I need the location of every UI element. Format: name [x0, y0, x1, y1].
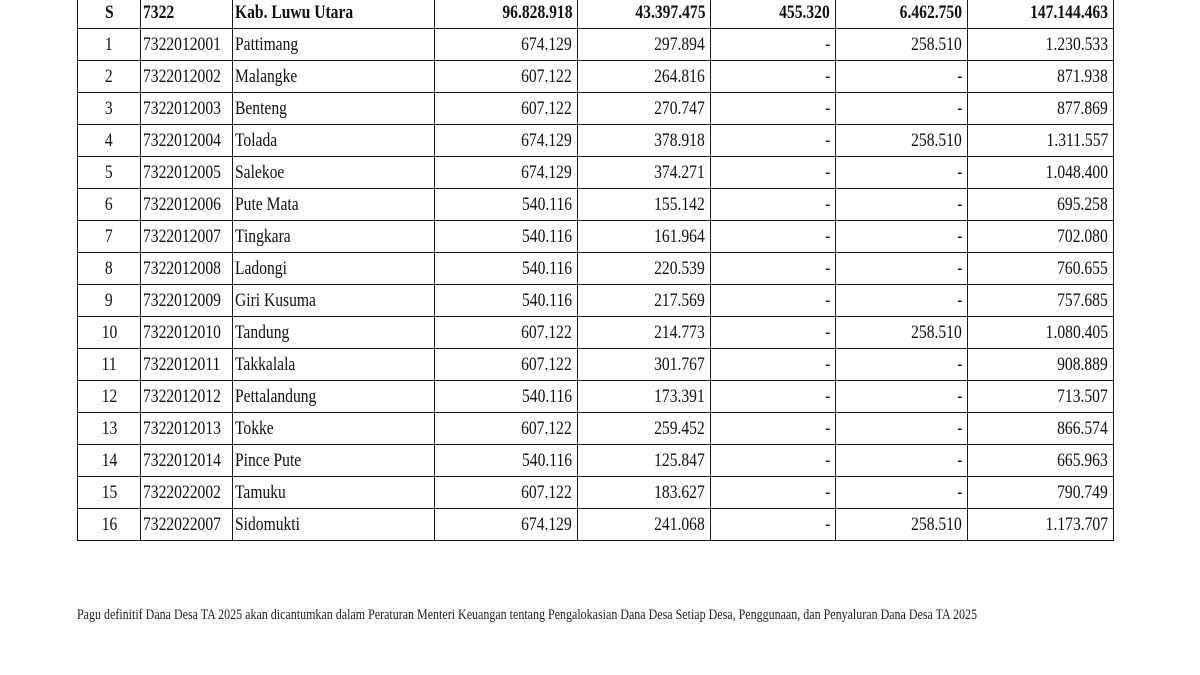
row-village-name-text: Ladongi	[235, 258, 287, 279]
summary-name-text: Kab. Luwu Utara	[235, 1, 354, 23]
row-col4	[836, 157, 968, 189]
row-total	[968, 413, 1114, 445]
row-village-name-text: Sidomukti	[235, 514, 300, 535]
row-code-text: 7322012003	[143, 98, 221, 119]
row-col3	[711, 477, 836, 509]
row-col1	[435, 61, 578, 93]
row-no-text: 4	[105, 130, 113, 151]
row-code-text: 7322022007	[143, 514, 221, 535]
row-col3	[711, 29, 836, 61]
table-row	[78, 125, 1114, 157]
row-col1-text: 607.122	[521, 66, 572, 87]
row-col1-text: 674.129	[521, 162, 572, 183]
row-col2	[578, 477, 711, 509]
row-no-text: 2	[105, 66, 113, 87]
row-col1-text: 540.116	[521, 194, 572, 215]
row-total-text: 665.963	[1057, 450, 1108, 471]
row-col1	[435, 253, 578, 285]
table-row	[78, 285, 1114, 317]
row-col2	[578, 413, 711, 445]
row-col1-text: 540.116	[521, 290, 572, 311]
row-col1	[435, 221, 578, 253]
footnote: Pagu definitif Dana Desa TA 2025 akan dicantumkan dalam Peraturan Menteri Keuangan tentang Pengalokasian Dana Desa Setiap Desa, Penggunaan, dan Penyaluran Dana Desa TA 2025	[77, 607, 978, 623]
row-total-text: 871.938	[1057, 66, 1108, 87]
row-no-text: 12	[101, 386, 117, 407]
row-col2-text: 161.964	[654, 226, 705, 247]
summary-col3	[711, 0, 836, 29]
row-village-name	[233, 413, 435, 445]
row-col4	[836, 285, 968, 317]
row-col3	[711, 413, 836, 445]
row-col1-text: 540.116	[521, 258, 572, 279]
row-col2-text: 241.068	[654, 514, 705, 535]
row-total-text: 713.507	[1057, 386, 1108, 407]
row-code	[141, 509, 233, 541]
dana-desa-table	[77, 0, 1114, 541]
summary-col4	[836, 0, 968, 29]
row-col4-text: 258.510	[911, 514, 962, 535]
summary-name	[233, 0, 435, 29]
row-col1-text: 540.116	[521, 386, 572, 407]
row-col4-text: -	[956, 290, 962, 311]
row-col3	[711, 93, 836, 125]
row-code	[141, 93, 233, 125]
row-no	[78, 285, 141, 317]
row-no-text: 11	[101, 354, 117, 375]
row-village-name-text: Malangke	[235, 66, 298, 87]
row-col4	[836, 221, 968, 253]
row-total	[968, 221, 1114, 253]
row-code	[141, 61, 233, 93]
row-col2	[578, 189, 711, 221]
row-col3-text: -	[824, 290, 830, 311]
row-village-name-text: Giri Kusuma	[235, 290, 316, 311]
row-village-name-text: Tamuku	[235, 482, 286, 503]
row-code	[141, 477, 233, 509]
row-col1	[435, 29, 578, 61]
table-row	[78, 189, 1114, 221]
row-col2-text: 374.271	[654, 162, 705, 183]
row-village-name	[233, 125, 435, 157]
table-row	[78, 445, 1114, 477]
row-total	[968, 93, 1114, 125]
row-no-text: 1	[105, 34, 113, 55]
row-col2	[578, 317, 711, 349]
row-col1-text: 674.129	[521, 34, 572, 55]
row-col2	[578, 253, 711, 285]
row-col2	[578, 29, 711, 61]
summary-col1-text: 96.828.918	[501, 1, 572, 23]
row-col4	[836, 125, 968, 157]
row-total	[968, 157, 1114, 189]
row-code	[141, 189, 233, 221]
row-col2	[578, 445, 711, 477]
row-no-text: 3	[105, 98, 113, 119]
row-total	[968, 253, 1114, 285]
row-code	[141, 285, 233, 317]
row-col2-text: 183.627	[654, 482, 705, 503]
row-village-name	[233, 189, 435, 221]
row-code	[141, 445, 233, 477]
row-col1-text: 674.129	[521, 514, 572, 535]
row-col4	[836, 317, 968, 349]
summary-row	[78, 0, 1114, 29]
row-no	[78, 125, 141, 157]
row-col4	[836, 349, 968, 381]
row-col2-text: 220.539	[654, 258, 705, 279]
row-col3-text: -	[824, 98, 830, 119]
row-col3-text: -	[824, 130, 830, 151]
row-col3	[711, 189, 836, 221]
row-no	[78, 477, 141, 509]
row-no-text: 7	[105, 226, 113, 247]
row-col4-text: -	[956, 482, 962, 503]
summary-no	[78, 0, 141, 29]
row-total-text: 866.574	[1057, 418, 1108, 439]
row-village-name-text: Pattimang	[235, 34, 299, 55]
row-no	[78, 317, 141, 349]
row-code-text: 7322012001	[143, 34, 221, 55]
row-col3	[711, 125, 836, 157]
row-no	[78, 413, 141, 445]
row-no	[78, 189, 141, 221]
row-village-name-text: Tingkara	[235, 226, 291, 247]
row-col2	[578, 509, 711, 541]
summary-code	[141, 0, 233, 29]
row-total-text: 757.685	[1057, 290, 1108, 311]
row-village-name	[233, 445, 435, 477]
row-total-text: 702.080	[1057, 226, 1108, 247]
row-col3	[711, 61, 836, 93]
row-total-text: 1.048.400	[1045, 162, 1108, 183]
row-col3-text: -	[824, 322, 830, 343]
row-village-name	[233, 93, 435, 125]
row-col3	[711, 221, 836, 253]
row-col3	[711, 253, 836, 285]
row-col4-text: -	[956, 450, 962, 471]
row-no-text: 14	[101, 450, 117, 471]
row-col4	[836, 381, 968, 413]
row-col3-text: -	[824, 34, 830, 55]
row-code-text: 7322012004	[143, 130, 221, 151]
summary-no-text: S	[104, 1, 114, 23]
row-total	[968, 189, 1114, 221]
row-col1	[435, 93, 578, 125]
row-col2	[578, 93, 711, 125]
row-code-text: 7322012007	[143, 226, 221, 247]
row-village-name	[233, 317, 435, 349]
row-code	[141, 157, 233, 189]
row-village-name	[233, 381, 435, 413]
row-col1	[435, 349, 578, 381]
row-col3-text: -	[824, 258, 830, 279]
row-code-text: 7322012013	[143, 418, 221, 439]
row-col4-text: 258.510	[911, 322, 962, 343]
row-col4-text: -	[956, 226, 962, 247]
row-col1-text: 674.129	[521, 130, 572, 151]
row-col1	[435, 509, 578, 541]
row-col2	[578, 349, 711, 381]
row-village-name-text: Tandung	[235, 322, 290, 343]
row-col2-text: 155.142	[654, 194, 705, 215]
row-col4	[836, 189, 968, 221]
row-no-text: 8	[105, 258, 113, 279]
summary-total-text: 147.144.463	[1030, 1, 1108, 23]
row-col2	[578, 157, 711, 189]
row-col1-text: 540.116	[521, 226, 572, 247]
row-village-name	[233, 157, 435, 189]
row-no	[78, 445, 141, 477]
row-col4-text: -	[956, 194, 962, 215]
row-code-text: 7322012005	[143, 162, 221, 183]
row-no-text: 5	[105, 162, 113, 183]
row-no	[78, 93, 141, 125]
row-no	[78, 29, 141, 61]
row-col1	[435, 189, 578, 221]
row-col4	[836, 29, 968, 61]
row-total-text: 908.889	[1057, 354, 1108, 375]
row-col1	[435, 157, 578, 189]
row-total	[968, 349, 1114, 381]
row-code-text: 7322012006	[143, 194, 221, 215]
row-col1	[435, 317, 578, 349]
row-col4	[836, 253, 968, 285]
row-no	[78, 349, 141, 381]
row-col4	[836, 509, 968, 541]
row-no	[78, 157, 141, 189]
row-col1	[435, 125, 578, 157]
row-col4-text: -	[956, 162, 962, 183]
row-col4	[836, 61, 968, 93]
row-code	[141, 125, 233, 157]
row-code	[141, 317, 233, 349]
row-col4	[836, 413, 968, 445]
row-col3-text: -	[824, 226, 830, 247]
row-no-text: 15	[101, 482, 117, 503]
row-no-text: 6	[105, 194, 113, 215]
row-no	[78, 381, 141, 413]
row-village-name-text: Salekoe	[235, 162, 285, 183]
row-col1	[435, 445, 578, 477]
row-col3-text: -	[824, 418, 830, 439]
row-no	[78, 221, 141, 253]
row-village-name	[233, 29, 435, 61]
row-no-text: 13	[101, 418, 117, 439]
table-row	[78, 29, 1114, 61]
row-total-text: 1.230.533	[1045, 34, 1108, 55]
row-col4-text: -	[956, 386, 962, 407]
row-village-name-text: Takkalala	[235, 354, 296, 375]
summary-col4-text: 6.462.750	[899, 1, 962, 23]
row-code	[141, 221, 233, 253]
table-row	[78, 157, 1114, 189]
row-no-text: 16	[101, 514, 117, 535]
row-total	[968, 477, 1114, 509]
summary-total	[968, 0, 1114, 29]
row-col3-text: -	[824, 162, 830, 183]
row-col4-text: -	[956, 418, 962, 439]
row-code-text: 7322012011	[143, 354, 221, 375]
row-col2	[578, 61, 711, 93]
row-code	[141, 381, 233, 413]
row-total-text: 790.749	[1057, 482, 1108, 503]
row-total	[968, 29, 1114, 61]
row-col3-text: -	[824, 450, 830, 471]
summary-col1	[435, 0, 578, 29]
row-village-name-text: Tokke	[235, 418, 274, 439]
row-col3	[711, 445, 836, 477]
row-col3	[711, 509, 836, 541]
table-row	[78, 221, 1114, 253]
row-village-name-text: Tolada	[235, 130, 278, 151]
row-col1-text: 607.122	[521, 98, 572, 119]
row-col2	[578, 285, 711, 317]
row-code-text: 7322022002	[143, 482, 221, 503]
row-total-text: 695.258	[1057, 194, 1108, 215]
row-total-text: 1.311.557	[1046, 130, 1108, 151]
row-col1	[435, 477, 578, 509]
row-col3-text: -	[824, 514, 830, 535]
row-col2	[578, 221, 711, 253]
row-code-text: 7322012012	[143, 386, 221, 407]
row-no-text: 10	[101, 322, 117, 343]
row-code-text: 7322012010	[143, 322, 221, 343]
row-village-name-text: Benteng	[235, 98, 287, 119]
row-no	[78, 509, 141, 541]
row-col4	[836, 93, 968, 125]
row-code	[141, 253, 233, 285]
row-col3-text: -	[824, 354, 830, 375]
row-col3	[711, 285, 836, 317]
row-col4-text: -	[956, 66, 962, 87]
row-total-text: 1.080.405	[1045, 322, 1108, 343]
row-total	[968, 509, 1114, 541]
row-code	[141, 349, 233, 381]
row-code-text: 7322012008	[143, 258, 221, 279]
row-village-name-text: Pince Pute	[235, 450, 302, 471]
table-row	[78, 253, 1114, 285]
row-total-text: 1.173.707	[1045, 514, 1108, 535]
row-village-name	[233, 221, 435, 253]
row-col2-text: 125.847	[654, 450, 705, 471]
row-total-text: 877.869	[1057, 98, 1108, 119]
row-col2-text: 259.452	[654, 418, 705, 439]
row-col2	[578, 381, 711, 413]
row-col4-text: -	[956, 258, 962, 279]
row-col2-text: 270.747	[654, 98, 705, 119]
row-col2-text: 214.773	[654, 322, 705, 343]
row-col1-text: 540.116	[521, 450, 572, 471]
row-col2-text: 217.569	[654, 290, 705, 311]
row-col2-text: 264.816	[654, 66, 705, 87]
table-row	[78, 477, 1114, 509]
table-row	[78, 413, 1114, 445]
row-total	[968, 285, 1114, 317]
row-code	[141, 29, 233, 61]
row-col1-text: 607.122	[521, 418, 572, 439]
row-village-name	[233, 349, 435, 381]
table-row	[78, 381, 1114, 413]
row-col1-text: 607.122	[521, 482, 572, 503]
table-row	[78, 349, 1114, 381]
row-no	[78, 61, 141, 93]
row-col3	[711, 317, 836, 349]
row-village-name	[233, 509, 435, 541]
row-col2-text: 173.391	[654, 386, 705, 407]
row-col4-text: 258.510	[911, 130, 962, 151]
row-village-name	[233, 285, 435, 317]
summary-col2	[578, 0, 711, 29]
row-total	[968, 125, 1114, 157]
row-col3	[711, 381, 836, 413]
row-code-text: 7322012014	[143, 450, 221, 471]
row-col1	[435, 381, 578, 413]
row-code	[141, 413, 233, 445]
row-col3	[711, 349, 836, 381]
row-col1	[435, 285, 578, 317]
table-row	[78, 93, 1114, 125]
row-total	[968, 445, 1114, 477]
summary-col3-text: 455.320	[779, 1, 830, 23]
row-col2-text: 378.918	[654, 130, 705, 151]
table-row	[78, 509, 1114, 541]
row-col3-text: -	[824, 66, 830, 87]
row-col3	[711, 157, 836, 189]
row-col2-text: 297.894	[654, 34, 705, 55]
row-village-name	[233, 61, 435, 93]
row-col3-text: -	[824, 386, 830, 407]
row-col4	[836, 477, 968, 509]
table-row	[78, 317, 1114, 349]
row-village-name	[233, 253, 435, 285]
table-row	[78, 61, 1114, 93]
row-village-name-text: Pettalandung	[235, 386, 317, 407]
row-total	[968, 61, 1114, 93]
row-col1-text: 607.122	[521, 322, 572, 343]
row-col4	[836, 445, 968, 477]
row-col1	[435, 413, 578, 445]
row-col4-text: 258.510	[911, 34, 962, 55]
row-village-name-text: Pute Mata	[235, 194, 299, 215]
row-col1-text: 607.122	[521, 354, 572, 375]
row-total-text: 760.655	[1057, 258, 1108, 279]
row-village-name	[233, 477, 435, 509]
row-col4-text: -	[956, 354, 962, 375]
row-total	[968, 381, 1114, 413]
summary-col2-text: 43.397.475	[634, 1, 705, 23]
summary-code-text: 7322	[143, 1, 175, 23]
row-col2-text: 301.767	[654, 354, 705, 375]
row-col4-text: -	[956, 98, 962, 119]
row-code-text: 7322012002	[143, 66, 221, 87]
row-total	[968, 317, 1114, 349]
row-col3-text: -	[824, 482, 830, 503]
row-col2	[578, 125, 711, 157]
row-no	[78, 253, 141, 285]
row-col3-text: -	[824, 194, 830, 215]
row-no-text: 9	[105, 290, 113, 311]
row-code-text: 7322012009	[143, 290, 221, 311]
